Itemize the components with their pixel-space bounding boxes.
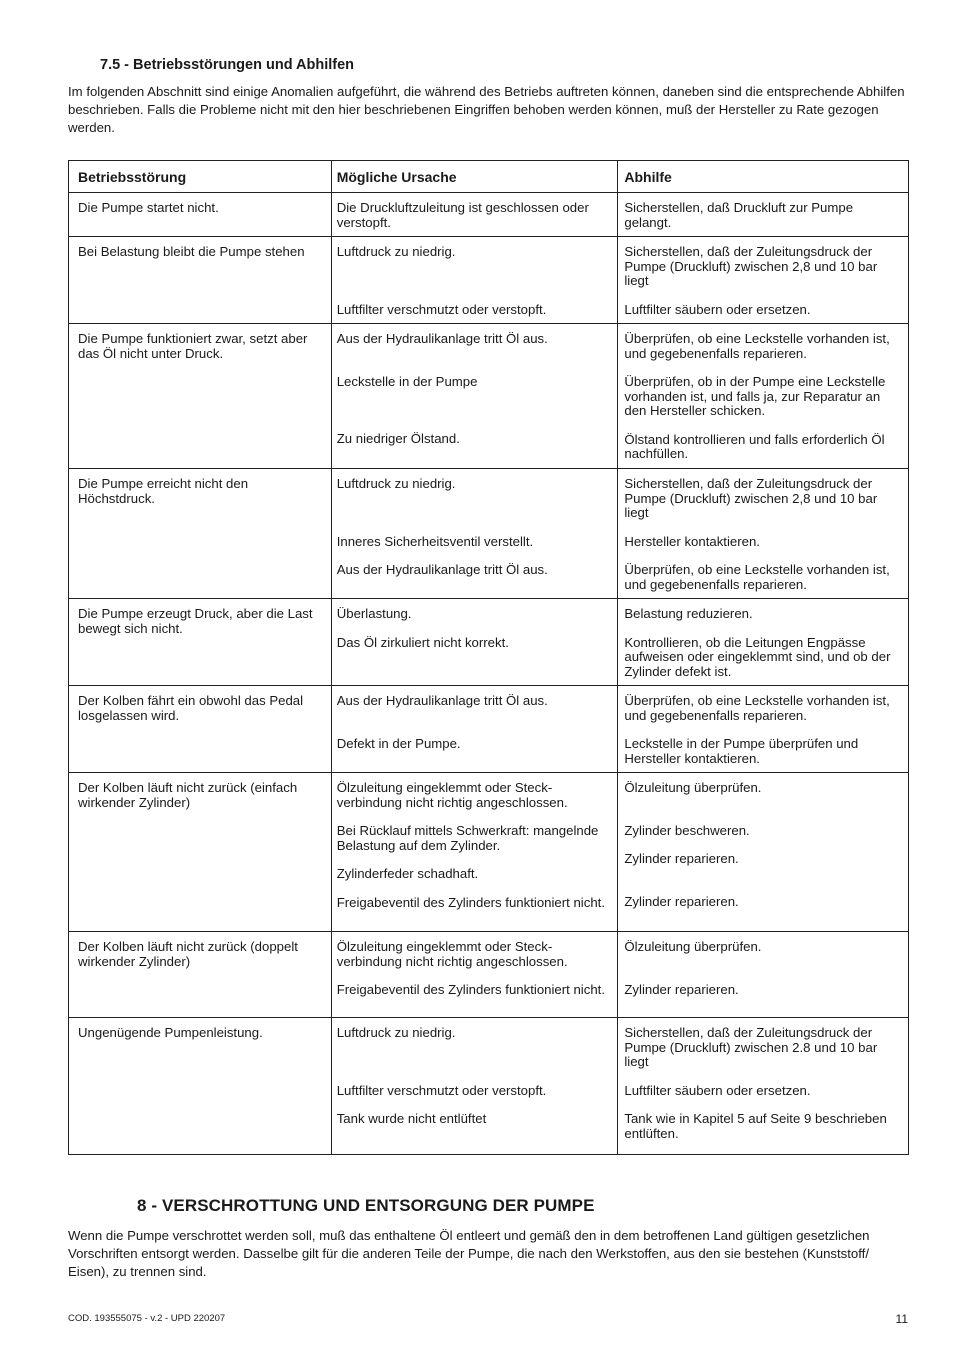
fault-cell (69, 324, 332, 469)
remedy-item: Überprüfen, ob eine Leckstelle vorhanden ist, und gegebenenfalls reparieren. (624, 331, 890, 361)
cause-item: Bei Rücklauf mittels Schwerkraft: mangelnde Belastung auf dem Zylinder. (336, 823, 599, 853)
cause-item: Luftdruck zu niedrig. (336, 476, 456, 491)
remedy-item: Überprüfen, ob eine Leckstelle vorhanden ist, und gegebenenfalls reparieren. (624, 693, 890, 723)
cause-item: Die Druckluftzuleitung ist geschlossen oder verstopft. (336, 200, 589, 230)
header-fault: Betriebsstörung (69, 161, 332, 193)
remedy-item: Sicherstellen, daß der Zuleitungsdruck der Pumpe (Druckluft) zwischen 2,8 und 10 bar liegt (624, 244, 878, 288)
document-code: COD. 193555075 - v.2 - UPD 220207 (68, 1313, 226, 1324)
table-body (69, 193, 909, 1155)
remedy-item: Ölzuleitung überprüfen. (624, 939, 762, 954)
cause-item: Freigabeventil des Zylinders funktioniert nicht. (336, 894, 605, 910)
remedy-item: Tank wie in Kapitel 5 auf Seite 9 beschrieben entlüften. (624, 1111, 887, 1141)
cause-cell (331, 193, 618, 237)
cause-cell (331, 1018, 618, 1155)
fault-text: Die Pumpe startet nicht. (78, 200, 219, 215)
fault-text: Der Kolben läuft nicht zurück (doppelt wirkender Zylinder) (78, 939, 298, 969)
table-row (69, 599, 909, 686)
remedy-item: Ölstand kontrollieren und falls erforderlich Öl nachfüllen. (624, 431, 885, 461)
fault-cell (69, 686, 332, 773)
table-row (69, 686, 909, 773)
fault-cell (69, 469, 332, 599)
cause-item: Tank wurde nicht entlüftet (336, 1111, 487, 1126)
fault-cell (69, 193, 332, 237)
cause-item: Aus der Hydraulikanlage tritt Öl aus. (336, 693, 548, 708)
cause-item: Luftdruck zu niedrig. (336, 244, 456, 259)
remedy-cell (618, 599, 909, 686)
remedy-cell (618, 686, 909, 773)
remedy-item: Ölzuleitung überprüfen. (624, 780, 762, 795)
remedy-item: Überprüfen, ob in der Pumpe eine Leckstelle vorhanden ist, und falls ja, zur Reparatur an den Hersteller schicken. (624, 374, 886, 418)
remedy-item: Zylinder reparieren. (624, 851, 739, 866)
cause-item: Das Öl zirkuliert nicht korrekt. (336, 634, 509, 650)
cause-item: Luftfilter verschmutzt oder verstopft. (336, 301, 547, 317)
remedy-cell (618, 932, 909, 1018)
fault-text: Die Pumpe funktioniert zwar, setzt aber das Öl nicht unter Druck. (78, 331, 308, 361)
remedy-cell (618, 773, 909, 932)
remedy-item: Belastung reduzieren. (624, 606, 753, 621)
table-row (69, 237, 909, 324)
section-title: 7.5 - Betriebsstörungen und Abhilfen (100, 57, 355, 73)
page-number: 11 (895, 1312, 908, 1326)
cause-cell (331, 324, 618, 469)
fault-text: Der Kolben fährt ein obwohl das Pedal losgelassen wird. (78, 693, 304, 723)
fault-cell (69, 1018, 332, 1155)
cause-item: Aus der Hydraulikanlage tritt Öl aus. (336, 331, 548, 346)
cause-item: Überlastung. (336, 606, 412, 621)
table-row (69, 469, 909, 599)
cause-cell (331, 773, 618, 932)
fault-cell (69, 773, 332, 932)
remedy-item: Überprüfen, ob eine Leckstelle vorhanden ist, und gegebenenfalls reparieren. (624, 562, 890, 592)
remedy-item: Zylinder reparieren. (624, 981, 739, 997)
cause-item: Aus der Hydraulikanlage tritt Öl aus. (336, 562, 548, 577)
cause-item: Leckstelle in der Pumpe (336, 373, 478, 389)
remedy-cell (618, 237, 909, 324)
table-header-row (69, 161, 909, 193)
disposal-paragraph: Wenn die Pumpe verschrottet werden soll, muß das enthaltene Öl entleert und gemäß den in dem betroffenen Land gültigen gesetzlichen Vorschriften entsorgt werden. Dasselbe gilt für die anderen Teile der Pumpe, die nach den Werkstoffen, aus den sie bestehen (Kunststoff/ Eisen), zu trennen sind. (68, 1228, 870, 1279)
cause-item: Defekt in der Pumpe. (336, 735, 461, 751)
table-row (69, 932, 909, 1018)
remedy-item: Leckstelle in der Pumpe überprüfen und Hersteller kontaktieren. (624, 736, 859, 766)
remedy-item: Zylinder reparieren. (624, 893, 739, 909)
cause-item: Zylinderfeder schadhaft. (336, 866, 479, 881)
fault-text: Die Pumpe erzeugt Druck, aber die Last bewegt sich nicht. (78, 606, 313, 636)
cause-cell (331, 686, 618, 773)
cause-item: Ölzuleitung eingeklemmt oder Steck-verbindung nicht richtig angeschlossen. (336, 780, 568, 810)
troubleshooting-table (68, 160, 909, 1155)
cause-cell (331, 599, 618, 686)
cause-item: Freigabeventil des Zylinders funktioniert nicht. (336, 982, 605, 997)
fault-cell (69, 599, 332, 686)
remedy-item: Zylinder beschweren. (624, 822, 750, 838)
table-row (69, 324, 909, 469)
cause-item: Ölzuleitung eingeklemmt oder Steck-verbindung nicht richtig angeschlossen. (336, 939, 568, 969)
cause-cell (331, 932, 618, 1018)
table-row (69, 773, 909, 932)
cause-item: Luftdruck zu niedrig. (336, 1025, 456, 1040)
fault-cell (69, 932, 332, 1018)
remedy-item: Sicherstellen, daß Druckluft zur Pumpe gelangt. (624, 200, 854, 230)
remedy-item: Sicherstellen, daß der Zuleitungsdruck der Pumpe (Druckluft) zwischen 2,8 und 10 bar liegt (624, 476, 878, 520)
header-cause: Mögliche Ursache (331, 161, 618, 193)
table-row (69, 1018, 909, 1155)
remedy-item: Kontrollieren, ob die Leitungen Engpässe aufweisen oder eingeklemmt sind, und ob der Zylinder defekt ist. (624, 634, 891, 679)
cause-item: Luftfilter verschmutzt oder verstopft. (336, 1082, 547, 1098)
cause-cell (331, 237, 618, 324)
cause-item: Zu niedriger Ölstand. (336, 431, 460, 446)
remedy-cell (618, 193, 909, 237)
fault-text: Die Pumpe erreicht nicht den Höchstdruck. (78, 476, 249, 506)
fault-text: Bei Belastung bleibt die Pumpe stehen (78, 244, 305, 259)
fault-text: Ungenügende Pumpenleistung. (78, 1025, 263, 1040)
remedy-item: Luftfilter säubern oder ersetzen. (624, 1082, 811, 1098)
remedy-item: Sicherstellen, daß der Zuleitungsdruck der Pumpe (Druckluft) zwischen 2.8 und 10 bar liegt (624, 1025, 878, 1069)
intro-paragraph: Im folgenden Abschnitt sind einige Anomalien aufgeführt, die während des Betriebs auftreten können, daneben sind die entsprechende Abhilfen beschrieben. Falls die Probleme nicht mit den hier beschriebenen Eingriffen behoben werden können, muß der Hersteller zu Rate gezogen werden. (68, 84, 905, 135)
cause-item: Inneres Sicherheitsventil verstellt. (336, 533, 534, 549)
cause-cell (331, 469, 618, 599)
remedy-item: Hersteller kontaktieren. (624, 533, 760, 549)
remedy-cell (618, 324, 909, 469)
remedy-cell (618, 469, 909, 599)
header-remedy: Abhilfe (618, 161, 909, 193)
fault-text: Der Kolben läuft nicht zurück (einfach wirkender Zylinder) (78, 780, 298, 810)
remedy-item: Luftfilter säubern oder ersetzen. (624, 301, 811, 317)
table-row (69, 193, 909, 237)
chapter-title: 8 - VERSCHROTTUNG UND ENTSORGUNG DER PUMPE (137, 1196, 595, 1215)
remedy-cell (618, 1018, 909, 1155)
fault-cell (69, 237, 332, 324)
